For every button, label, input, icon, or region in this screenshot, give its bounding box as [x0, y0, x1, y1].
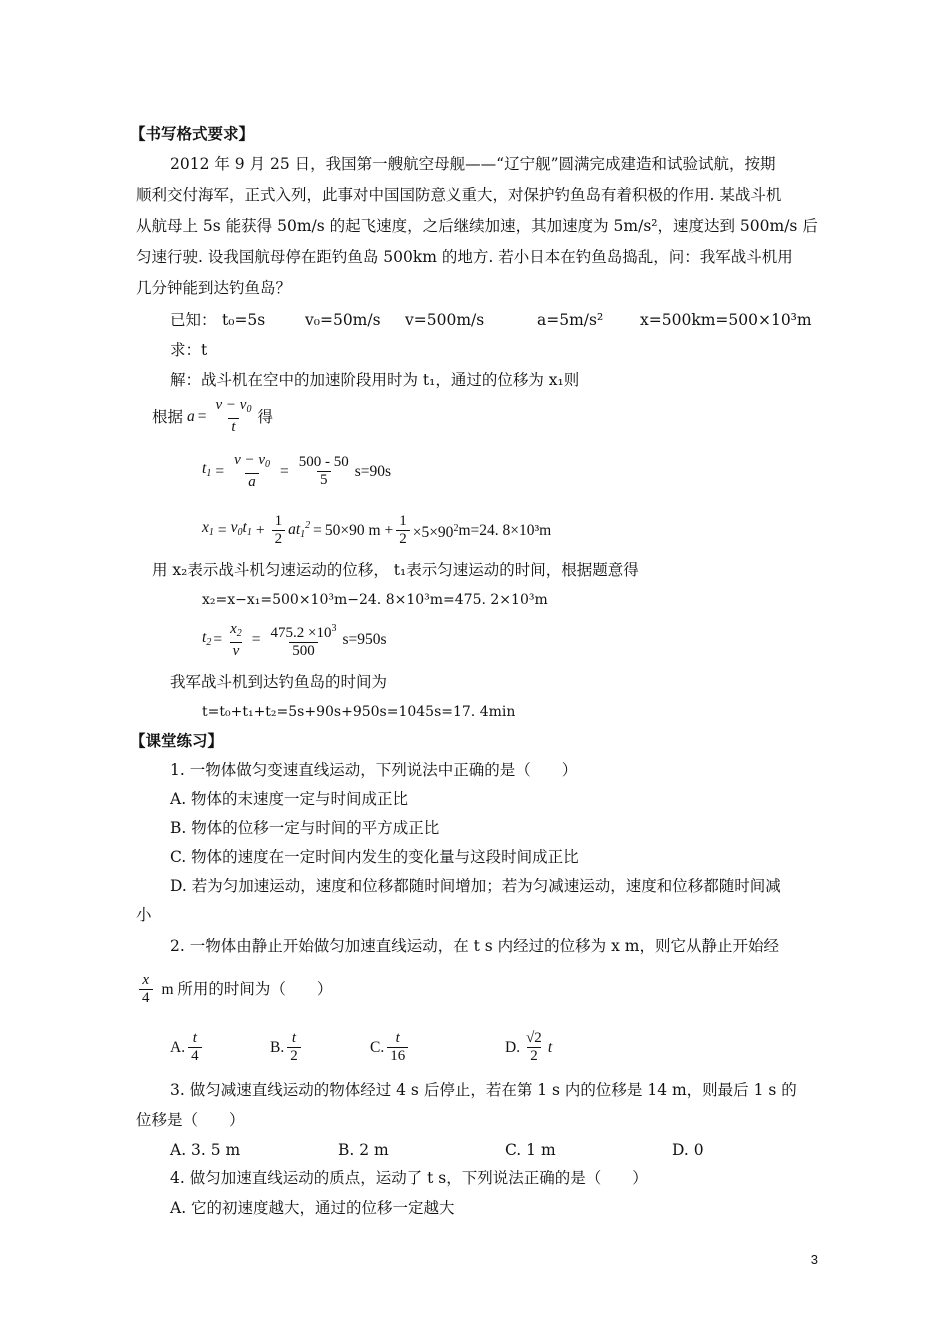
- paragraph-line: 几分钟能到达钓鱼岛？: [136, 279, 292, 297]
- page-number: 3: [810, 1252, 818, 1267]
- known-v0: v₀=50m/s: [305, 311, 381, 329]
- q1-option-b: B. 物体的位移一定与时间的平方成正比: [170, 819, 440, 837]
- formula-t1: $t_1$ = $\frac{v - v_0}{a}$ = $\frac{500 - 50}{5}$ s=90s: [202, 452, 392, 490]
- paragraph-line: 匀速行驶. 设我国航母停在距钓鱼岛 500km 的地方. 若小日本在钓鱼岛捣乱，问：我军战斗机用: [136, 248, 793, 266]
- q2-option-d: D. $\frac{√2}{2}$ t: [505, 1030, 553, 1064]
- q3-option-a: A. 3. 5 m: [170, 1141, 241, 1159]
- q2-option-c: [370, 1030, 411, 1065]
- fraction-v-v0-over-t: $\frac{v - v_0}{t}$: [215, 397, 252, 435]
- known-a: a=5m/s²: [537, 311, 604, 329]
- total-time-label: 我军战斗机到达钓鱼岛的时间为: [170, 673, 388, 691]
- solution-intro: 解：战斗机在空中的加速阶段用时为 t₁，通过的位移为 x₁则: [170, 371, 580, 389]
- fraction-sqrt2-over-2: $\frac{√2}{2}$: [526, 1030, 542, 1064]
- x2-intro: 用 x₂表示战斗机匀速运动的位移， t₁表示匀速运动的时间，根据题意得: [152, 561, 639, 579]
- fraction-t-over-2: $\frac{t}{2}$: [287, 1030, 301, 1065]
- section-heading-format: 【书写格式要求】: [130, 124, 255, 143]
- t1-result: s=90s: [354, 462, 392, 480]
- q3-option-c: C. 1 m: [505, 1141, 556, 1159]
- known-v: v=500m/s: [405, 311, 485, 329]
- formula-t2: $t_2$ = $\frac{x_2}{v}$ = $\frac{475.2 \times 10^3}{500}$ s=950s: [202, 620, 387, 659]
- fraction-x-over-4: $\frac{x}{4}$: [139, 972, 153, 1007]
- ask-line: 求：t: [170, 341, 208, 359]
- q2-opt-c-label: C.: [370, 1038, 385, 1056]
- question-3: 3. 做匀减速直线运动的物体经过 4 s 后停止，若在第 1 s 内的位移是 14 m，则最后 1 s 的: [170, 1081, 797, 1099]
- basis-suffix: 得: [257, 407, 273, 426]
- paragraph-line: 从航母上 5s 能获得 50m/s 的起飞速度，之后继续加速，其加速度为 5m/s²，速度达到 500m/s 后: [136, 217, 818, 235]
- x1-result: m=24. 8×10³m: [458, 521, 552, 539]
- paragraph-line: 2012 年 9 月 25 日，我国第一艘航空母舰——“辽宁舰”圆满完成建造和试验试航，按期: [170, 155, 776, 173]
- q2-opt-b-label: B.: [270, 1038, 285, 1056]
- fraction-t-over-4: $\frac{t}{4}$: [188, 1030, 202, 1065]
- fraction-numeric-t1: $\frac{500 - 50}{5}$: [298, 454, 349, 488]
- total-time-equation: t=t₀+t₁+t₂=5s+90s+950s=1045s=17. 4min: [202, 704, 516, 720]
- q2-option-b: [270, 1030, 304, 1065]
- formula-basis: 根据 a = $\frac{v - v_0}{t}$ 得: [152, 397, 273, 435]
- fraction-one-half-2: $\frac{1}{2}$: [396, 513, 410, 548]
- q4-option-a: A. 它的初速度越大，通过的位移一定越大: [170, 1199, 455, 1217]
- known-label: 已知：: [170, 311, 217, 329]
- q2-opt-a-label: A.: [170, 1038, 186, 1056]
- q2-line2-text: m 所用的时间为（ ）: [161, 980, 333, 998]
- x2-equation: x₂=x−x₁=500×10³m−24. 8×10³m=475. 2×10³m: [202, 592, 548, 608]
- question-1: 1. 一物体做匀变速直线运动，下列说法中正确的是（ ）: [170, 761, 578, 779]
- q3-option-b: B. 2 m: [338, 1141, 389, 1159]
- section-heading-practice: 【课堂练习】: [130, 731, 224, 750]
- fraction-t-over-16: $\frac{t}{16}$: [387, 1030, 408, 1065]
- basis-prefix: 根据: [152, 407, 184, 426]
- known-x: x=500km=500×10³m: [640, 311, 812, 329]
- question-2: 2. 一物体由静止开始做匀加速直线运动，在 t s 内经过的位移为 x m，则它从静止开始经: [170, 937, 779, 955]
- q2-option-a: [170, 1030, 205, 1065]
- known-t0: t₀=5s: [222, 311, 266, 329]
- q1-option-a: A. 物体的末速度一定与时间成正比: [170, 790, 409, 808]
- question-4: 4. 做匀加速直线运动的质点，运动了 t s，下列说法正确的是（ ）: [170, 1169, 648, 1187]
- q1-option-c: C. 物体的速度在一定时间内发生的变化量与这段时间成正比: [170, 848, 579, 866]
- fraction-one-half: $\frac{1}{2}$: [272, 513, 286, 548]
- paragraph-line: 顺利交付海军，正式入列，此事对中国国防意义重大，对保护钓鱼岛有着积极的作用. 某战斗机: [136, 186, 782, 204]
- fraction-x2-over-v: $\frac{x_2}{v}$: [230, 620, 242, 659]
- q1-option-d: D. 若为匀加速运动，速度和位移都随时间增加；若为匀减速运动，速度和位移都随时间减: [170, 877, 781, 895]
- formula-x1: $x_1$ = $v_0t_1$ + $\frac{1}{2}$ $at_1^2$ = 50×90 m + $\frac{1}{2}$ $\times 5\times 90^2$ m=24. 8×10³m: [202, 513, 552, 547]
- q2-opt-d-label: D.: [505, 1038, 521, 1056]
- fraction-v-v0-over-a: $\frac{v - v_0}{a}$: [234, 452, 270, 490]
- fraction-numeric-t2: $\frac{475.2 \times 10^3}{500}$: [270, 623, 337, 659]
- q1-option-d-wrap: 小: [136, 906, 152, 924]
- question-3-line2: 位移是（ ）: [136, 1111, 245, 1129]
- q3-option-d: D. 0: [672, 1141, 704, 1159]
- question-2-line2: [136, 972, 332, 1007]
- t2-result: s=950s: [342, 631, 387, 648]
